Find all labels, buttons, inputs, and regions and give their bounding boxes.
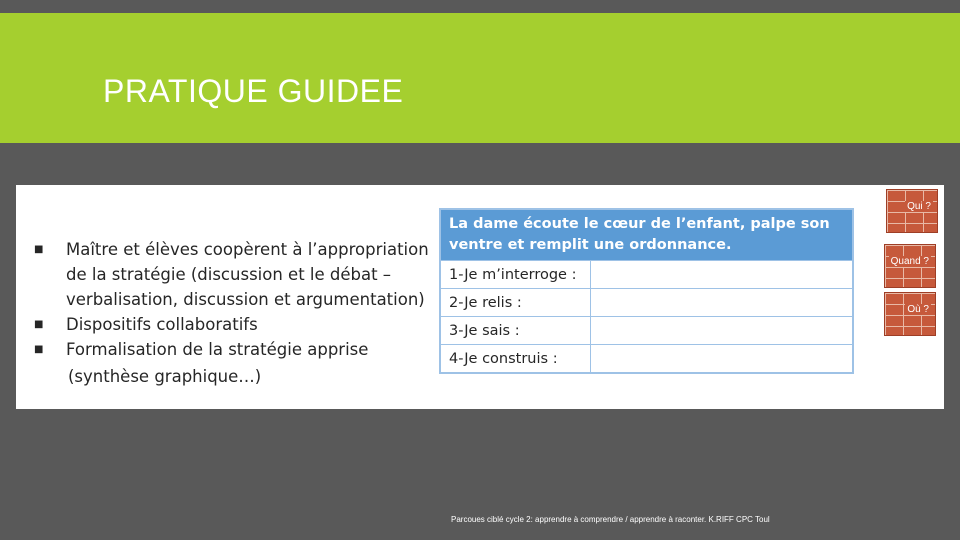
bullet-item (34, 237, 454, 312)
brick-ou-icon (884, 292, 936, 336)
strategy-table (439, 208, 854, 374)
bullet-icon: ■ (34, 344, 44, 355)
table-cell-empty (591, 261, 854, 289)
table-cell-empty (591, 289, 854, 317)
brick-quand-icon (884, 244, 936, 288)
brick-qui-icon (886, 189, 938, 233)
bullet-text: Maître et élèves coopèrent à l’appropriation de la stratégie (discussion et le débat – verbalisation, discussion et argumentation) (66, 240, 429, 309)
table-row (440, 345, 853, 374)
title-band (0, 13, 960, 143)
bullet-subtext: (synthèse graphique…) (68, 367, 262, 386)
footer-text: Parcoues ciblé cycle 2: apprendre à comprendre / apprendre à raconter. K.RIFF CPC Toul (451, 515, 770, 524)
bullet-text: Dispositifs collaboratifs (66, 315, 258, 334)
table-cell: 3-Je sais : (440, 317, 591, 345)
table-cell-empty (591, 317, 854, 345)
table-row (440, 261, 853, 289)
bullet-text: Formalisation de la stratégie apprise (66, 340, 369, 359)
table-cell: 1-Je m’interroge : (440, 261, 591, 289)
table-cell: 2-Je relis : (440, 289, 591, 317)
bullet-icon: ■ (34, 244, 44, 255)
bullet-item (34, 337, 454, 362)
bullet-item (34, 312, 454, 337)
brick-label: Où ? (907, 304, 929, 315)
table-header: La dame écoute le cœur de l’enfant, palpe son ventre et remplit une ordonnance. (440, 209, 853, 261)
brick-label: Qui ? (907, 201, 931, 212)
bullet-icon: ■ (34, 319, 44, 330)
content-image (16, 185, 944, 409)
slide-title: PRATIQUE GUIDEE (103, 73, 404, 109)
table-cell-empty (591, 345, 854, 374)
top-strip (0, 0, 960, 13)
bullet-list (34, 237, 454, 389)
table-cell: 4-Je construis : (440, 345, 591, 374)
brick-label: Quand ? (890, 256, 929, 267)
table-row (440, 289, 853, 317)
table-row (440, 317, 853, 345)
